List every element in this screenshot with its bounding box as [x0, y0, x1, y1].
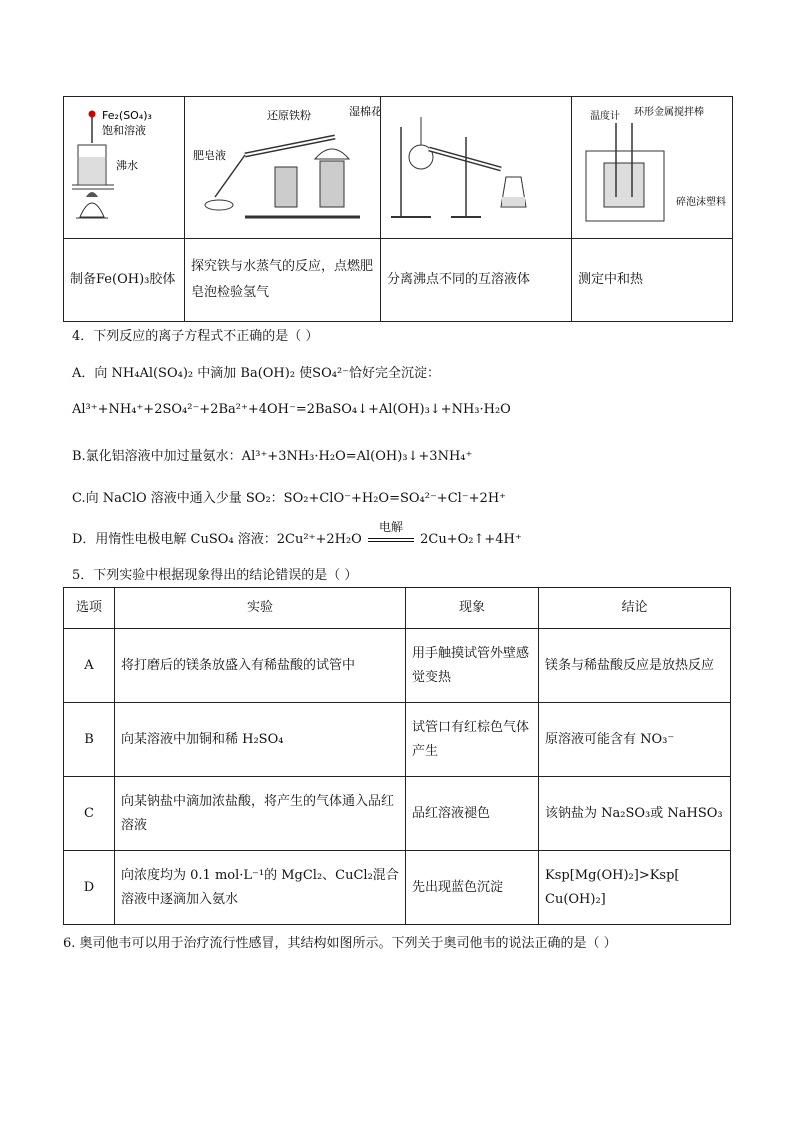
row-c-option: C — [64, 777, 115, 851]
table-row — [64, 851, 731, 925]
electrolysis-arrow — [366, 520, 416, 547]
label-soap: 肥皂液 — [193, 149, 226, 162]
table-row — [64, 703, 731, 777]
distillation-figure — [381, 97, 571, 234]
row-b-experiment: 向某溶液中加铜和稀 H₂SO₄ — [115, 703, 406, 777]
label-thermo: 温度计 — [590, 111, 620, 122]
caption-d: 测定中和热 — [572, 239, 733, 322]
row-a-option: A — [64, 629, 115, 703]
q4-option-b: B.氯化铝溶液中加过量氨水：Al³⁺+3NH₃·H₂O=Al(OH)₃↓+3NH₄⁺ — [72, 449, 473, 464]
label-stirrer: 环形金属搅拌棒 — [634, 107, 704, 118]
apparatus-table — [63, 96, 733, 322]
q5-stem: 5．下列实验中根据现象得出的结论错误的是（ ） — [72, 568, 358, 583]
calorimeter-figure — [572, 97, 732, 234]
figure-cell-b — [185, 97, 381, 239]
figure-cell-d — [572, 97, 733, 239]
q4-option-a: A．向 NH₄Al(SO₄)₂ 中滴加 Ba(OH)₂ 使SO₄²⁻恰好完全沉淀： — [72, 366, 441, 381]
header-conclusion: 结论 — [539, 588, 731, 629]
row-b-option: B — [64, 703, 115, 777]
row-c-experiment: 向某钠盐中滴加浓盐酸，将产生的气体通入品红溶液 — [115, 777, 406, 851]
header-option: 选项 — [64, 588, 115, 629]
q4-option-c: C.向 NaClO 溶液中通入少量 SO₂：SO₂+ClO⁻+H₂O=SO₄²⁻+Cl⁻+2H⁺ — [72, 491, 507, 506]
table-row — [64, 629, 731, 703]
label-reagent2: 饱和溶液 — [102, 124, 146, 137]
row-c-conclusion: 该钠盐为 Na₂SO₃或 NaHSO₃ — [539, 777, 731, 851]
row-a-phenomenon: 用手触摸试管外壁感觉变热 — [406, 629, 539, 703]
q5-table — [63, 587, 731, 925]
q4-option-d-left: D．用惰性电极电解 CuSO₄ 溶液：2Cu²⁺+2H₂O — [72, 532, 362, 547]
iron-steam-figure — [185, 97, 380, 234]
q4-option-a-equation: Al³⁺+NH₄⁺+2SO₄²⁻+2Ba²⁺+4OH⁻=2BaSO₄↓+Al(OH)₃↓+NH₃·H₂O — [72, 402, 511, 417]
row-a-conclusion: 镁条与稀盐酸反应是放热反应 — [539, 629, 731, 703]
q4-stem: 4．下列反应的离子方程式不正确的是（ ） — [72, 329, 319, 344]
label-foam: 碎泡沫塑料 — [676, 197, 726, 208]
row-b-conclusion: 原溶液可能含有 NO₃⁻ — [539, 703, 731, 777]
electrolysis-condition: 电解 — [378, 520, 403, 534]
row-d-experiment: 向浓度均为 0.1 mol·L⁻¹的 MgCl₂、CuCl₂混合溶液中逐滴加入氨水 — [115, 851, 406, 925]
q4-option-d — [72, 520, 522, 547]
q6-stem: 6. 奥司他韦可以用于治疗流行性感冒，其结构如图所示。下列关于奥司他韦的说法正确的是（ ） — [63, 936, 617, 951]
row-a-experiment: 将打磨后的镁条放盛入有稀盐酸的试管中 — [115, 629, 406, 703]
caption-a: 制备Fe(OH)₃胶体 — [64, 239, 185, 322]
label-reagent: Fe₂(SO₄)₃ — [102, 109, 152, 122]
label-iron: 还原铁粉 — [267, 109, 311, 122]
caption-c: 分离沸点不同的互溶液体 — [381, 239, 572, 322]
q4-option-d-right: 2Cu+O₂↑+4H⁺ — [420, 532, 522, 547]
header-experiment: 实验 — [115, 588, 406, 629]
row-d-phenomenon: 先出现蓝色沉淀 — [406, 851, 539, 925]
row-d-option: D — [64, 851, 115, 925]
table-row — [64, 777, 731, 851]
caption-b: 探究铁与水蒸气的反应，点燃肥皂泡检验氢气 — [185, 239, 381, 322]
label-cotton: 湿棉花 — [349, 105, 380, 118]
row-b-phenomenon: 试管口有红棕色气体产生 — [406, 703, 539, 777]
header-phenomenon: 现象 — [406, 588, 539, 629]
colloid-apparatus-figure — [64, 97, 184, 234]
figure-cell-c — [381, 97, 572, 239]
label-water: 沸水 — [116, 159, 138, 172]
row-c-phenomenon: 品红溶液褪色 — [406, 777, 539, 851]
row-d-conclusion: Ksp[Mg(OH)₂]>Ksp[ Cu(OH)₂] — [539, 851, 731, 925]
figure-cell-a — [64, 97, 185, 239]
